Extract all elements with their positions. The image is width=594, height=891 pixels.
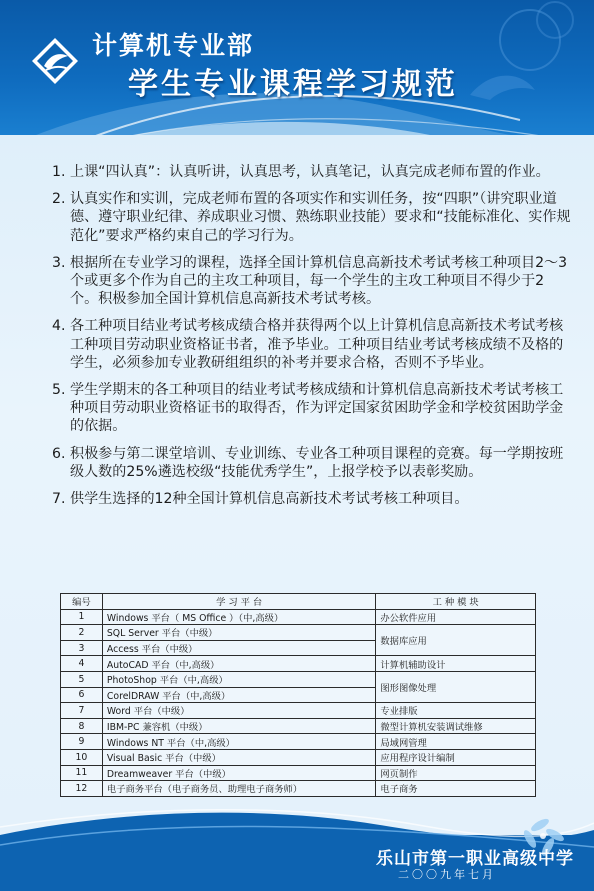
table-row <box>61 749 536 765</box>
row-module: 应用程序设计编制 <box>376 749 536 765</box>
rule-number: 3. <box>52 254 66 271</box>
row-module: 图形图像处理 <box>376 671 536 702</box>
table-row <box>61 625 536 641</box>
row-number: 7 <box>61 703 103 719</box>
column-header-platform: 学 习 平 台 <box>102 594 375 610</box>
table-header-row <box>61 594 536 610</box>
row-number: 8 <box>61 718 103 734</box>
row-number: 11 <box>61 765 103 781</box>
row-platform: Access 平台（中级） <box>102 640 375 656</box>
rule-text: 学生学期末的各工种项目的结业考试考核成绩和计算机信息高新技术考试考核工种项目劳动职业资格证书的取得否，作为评定国家贫困助学金和学校贫困助学金的依据。 <box>70 382 564 435</box>
row-number: 12 <box>61 781 103 797</box>
rules-list <box>52 163 572 517</box>
rule-item <box>52 163 572 181</box>
row-number: 10 <box>61 749 103 765</box>
rule-item <box>52 490 572 508</box>
skills-table <box>60 593 536 797</box>
column-header-module: 工 种 模 块 <box>376 594 536 610</box>
school-name: 乐山市第一职业高级中学 <box>376 849 574 869</box>
table-row <box>61 765 536 781</box>
row-number: 2 <box>61 625 103 641</box>
row-platform: 电子商务平台（电子商务员、助理电子商务师） <box>102 781 375 797</box>
row-platform: Visual Basic 平台（中级） <box>102 749 375 765</box>
row-number: 9 <box>61 734 103 750</box>
rule-item <box>52 445 572 481</box>
rule-number: 6. <box>52 445 66 462</box>
row-number: 1 <box>61 609 103 625</box>
row-number: 3 <box>61 640 103 656</box>
table-row <box>61 718 536 734</box>
rule-number: 1. <box>52 164 66 180</box>
row-platform: Windows NT 平台（中,高级） <box>102 734 375 750</box>
row-module: 微型计算机安装调试维修 <box>376 718 536 734</box>
table-row <box>61 734 536 750</box>
rule-item <box>52 254 572 309</box>
row-module: 办公软件应用 <box>376 609 536 625</box>
row-module: 局域网管理 <box>376 734 536 750</box>
row-number: 6 <box>61 687 103 703</box>
row-platform: Word 平台（中级） <box>102 703 375 719</box>
row-number: 5 <box>61 671 103 687</box>
rule-item <box>52 190 572 245</box>
rule-text: 上课“四认真”：认真听讲，认真思考，认真笔记，认真完成老师布置的作业。 <box>70 164 550 180</box>
rule-text: 积极参与第二课堂培训、专业训练、专业各工种项目课程的竞赛。每一学期按班级人数的25%遴选校级“技能优秀学生”，上报学校予以表彰奖励。 <box>70 445 564 480</box>
table-row <box>61 671 536 687</box>
rule-number: 5. <box>52 382 66 399</box>
table-row <box>61 703 536 719</box>
rule-item <box>52 317 572 372</box>
rule-text: 根据所在专业学习的课程，选择全国计算机信息高新技术考试考核工种项目2～3个或更多个作为自己的主攻工种项目，每一个学生的主攻工种项目不得少于2个。积极参加全国计算机信息高新技术考试考核。 <box>70 254 568 308</box>
row-module: 数据库应用 <box>376 625 536 656</box>
rule-text: 各工种项目结业考试考核成绩合格并获得两个以上计算机信息高新技术考试考核工种项目劳动职业资格证书者，准予毕业。工种项目结业考试考核成绩不及格的学生，必须参加专业教研组组织的补考并要求合格，否则不予毕业。 <box>70 318 564 371</box>
rule-item <box>52 381 572 436</box>
row-module: 网页制作 <box>376 765 536 781</box>
row-platform: AutoCAD 平台（中,高级） <box>102 656 375 672</box>
column-header-number: 编号 <box>61 594 103 610</box>
row-platform: Windows 平台（ MS Office ）（中,高级） <box>102 609 375 625</box>
rule-number: 2. <box>52 191 66 208</box>
row-platform: CorelDRAW 平台（中,高级） <box>102 687 375 703</box>
table-row <box>61 656 536 672</box>
page-title: 学生专业课程学习规范 <box>128 67 458 102</box>
rule-text: 认真实作和实训，完成老师布置的各项实作和实训任务，按“四职”（讲究职业道德、遵守职业纪律、养成职业习惯、熟练职业技能）要求和“技能标准化、实作规范化”要求严格约束自己的学习行为。 <box>70 191 571 244</box>
row-module: 专业排版 <box>376 703 536 719</box>
row-platform: IBM-PC 兼容机（中级） <box>102 718 375 734</box>
rule-text: 供学生选择的12种全国计算机信息高新技术考试考核工种项目。 <box>70 491 469 508</box>
table-row <box>61 781 536 797</box>
row-module: 电子商务 <box>376 781 536 797</box>
row-module: 计算机辅助设计 <box>376 656 536 672</box>
row-number: 4 <box>61 656 103 672</box>
rule-number: 4. <box>52 318 66 335</box>
school-logo-icon <box>30 36 80 86</box>
department-title: 计算机专业部 <box>92 31 255 60</box>
table-row <box>61 609 536 625</box>
publish-date: 二〇〇九年七月 <box>398 868 496 881</box>
rule-number: 7. <box>52 491 66 508</box>
row-platform: Dreamweaver 平台（中级） <box>102 765 375 781</box>
row-platform: SQL Server 平台（中级） <box>102 625 375 641</box>
row-platform: PhotoShop 平台（中,高级） <box>102 671 375 687</box>
